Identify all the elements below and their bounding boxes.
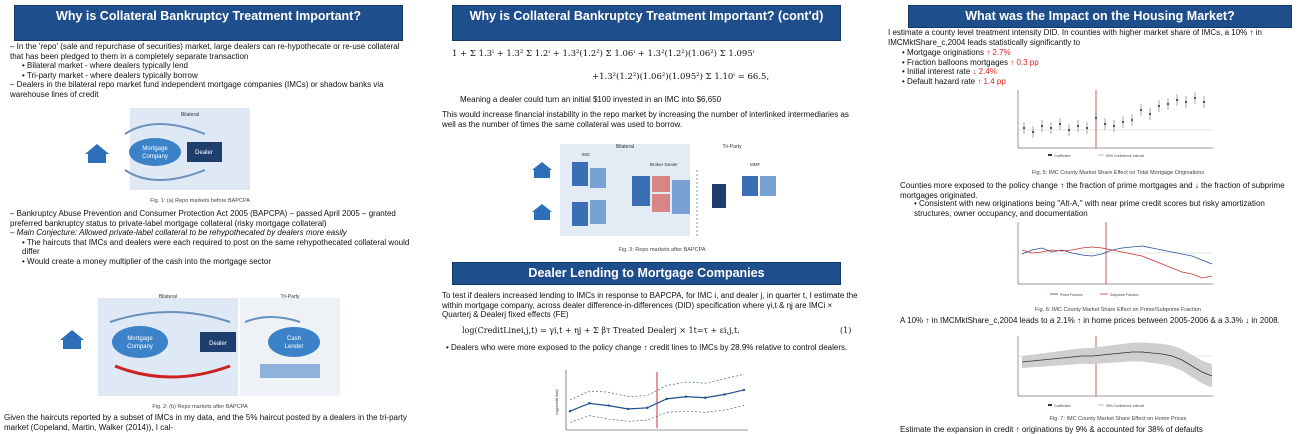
data-point bbox=[743, 389, 745, 391]
prime-fraction-line bbox=[1022, 246, 1212, 264]
house-icon bbox=[60, 330, 84, 340]
house-icon bbox=[85, 144, 109, 154]
data-point bbox=[1077, 125, 1079, 127]
instability-text: This would increase financial instability in the repo market by increasing the number of interlinked intermediaries as well as the number of times the same collateral was used to borrow. bbox=[442, 110, 849, 129]
effect-item: • Fraction balloons mortgages ↑ 0.3 pp bbox=[902, 58, 1300, 68]
figure-7-caption: Fig. 7: IMC County Market Share Effect on Home Prices bbox=[1049, 416, 1187, 422]
bottom-paragraph: Given the haircuts reported by a subset of IMCs in my data, and the 5% haircut posted by a dealers in the tri-party market (Copeland, Martin, Walker (2014)), I cal- bbox=[4, 413, 407, 432]
data-point bbox=[1176, 99, 1178, 101]
data-point bbox=[1185, 101, 1187, 103]
y-axis-label: log(credit line) bbox=[554, 389, 559, 415]
data-point bbox=[1203, 101, 1205, 103]
clearing-bank-box bbox=[260, 364, 320, 378]
multiplier-text: Meaning a dealer could turn an initial $100 invested in an IMC into $6,650 bbox=[460, 95, 722, 104]
intro-bullets bbox=[4, 42, 414, 100]
data-point bbox=[588, 402, 590, 404]
data-point bbox=[1140, 109, 1142, 111]
svg-text:Lender: Lender bbox=[284, 344, 304, 350]
svg-text:Tri-Party: Tri-Party bbox=[280, 294, 300, 300]
section-title-collateral-contd: Why is Collateral Bankruptcy Treatment Important? (cont'd) bbox=[452, 5, 841, 41]
bullet-dealers: – Dealers in the bilateral repo market fund independent mortgage companies (IMCs) or shadow banks via warehouse lines of credit bbox=[10, 80, 414, 99]
data-point bbox=[1059, 123, 1061, 125]
effect-item: • Mortgage originations ↑ 2.7% bbox=[902, 48, 1300, 58]
svg-text:Prime Fraction: Prime Fraction bbox=[1060, 293, 1083, 297]
effect-item: • Default hazard rate ↑ 1.4 pp bbox=[902, 77, 1300, 87]
data-point bbox=[646, 407, 648, 409]
svg-text:Subprime Fraction: Subprime Fraction bbox=[1110, 293, 1139, 297]
chart-series-group bbox=[569, 372, 745, 428]
svg-text:MMF: MMF bbox=[750, 162, 761, 167]
svg-text:Coefficient: Coefficient bbox=[1054, 404, 1071, 408]
data-point bbox=[569, 410, 571, 412]
figure-2-caption: Fig. 2: (b) Repo markets after BAPCPA bbox=[152, 404, 248, 410]
repo-diagram-before bbox=[85, 104, 305, 194]
data-point bbox=[1050, 127, 1052, 129]
svg-text:Mortgage: Mortgage bbox=[127, 336, 153, 342]
data-point bbox=[1041, 125, 1043, 127]
svg-text:Bilateral: Bilateral bbox=[615, 144, 635, 150]
credit-lines-bullet: • Dealers who were more exposed to the policy change ↑ credit lines to IMCs by 28.9% relative to control dealers. bbox=[442, 343, 860, 353]
effects-list bbox=[888, 48, 1300, 86]
svg-text:Company: Company bbox=[142, 154, 168, 160]
data-point bbox=[607, 404, 609, 406]
mortgage-company-node bbox=[112, 326, 168, 358]
data-point bbox=[1095, 117, 1097, 119]
section-title-collateral: Why is Collateral Bankruptcy Treatment Important? bbox=[14, 5, 403, 41]
bullet-bapcpa: – Bankruptcy Abuse Prevention and Consumer Protection Act 2005 (BAPCPA) – passed April 2005 – granted preferred bankruptcy status to private-label mortgage collateral (risky mortgage collateral) bbox=[10, 209, 414, 228]
data-point bbox=[1122, 121, 1124, 123]
originations-chart bbox=[1008, 88, 1218, 162]
equation-line-1: 1 + Σ 1.3ⁱ + 1.3² Σ 1.2ⁱ + 1.3²(1.2²) Σ 1.06ⁱ + 1.3²(1.2²)(1.06²) Σ 1.095ⁱ bbox=[452, 49, 755, 59]
did-intro-text: To test if dealers increased lending to IMCs in response to BAPCPA, for IMC i, and dealer j, in quarter t, I estimate the within mortgage company, across dealer difference-in-differences (DID) specification where γi,t & ηj are IMCi × Quarterj & Dealerj fixed effects (FE) bbox=[442, 291, 858, 320]
svg-text:Cash: Cash bbox=[286, 336, 302, 342]
figure-6-caption: Fig. 6: IMC County Market Share Effect on Prime/Subprime Fraction bbox=[1035, 307, 1201, 313]
column-3 bbox=[888, 0, 1303, 434]
data-point bbox=[723, 393, 725, 395]
data-point bbox=[704, 397, 706, 399]
sub-bullet: • Bilateral market - where dealers typically lend bbox=[22, 61, 414, 71]
svg-text:Tri-Party: Tri-Party bbox=[722, 144, 742, 150]
sub-bullet: • Tri-party market - where dealers typically borrow bbox=[22, 71, 414, 81]
bullet-repo: – In the 'repo' (sale and repurchase of securities) market, large dealers can re-hypothecate or re-use collateral that has been pledged to them in a completely separate transaction • Bilateral market - where dealers typically lend • Tri-party market - where dealers typically borrow bbox=[10, 42, 414, 80]
svg-text:Dealer: Dealer bbox=[209, 341, 227, 347]
data-point bbox=[1113, 125, 1115, 127]
cash-lender-node bbox=[268, 327, 320, 357]
section-title-housing: What was the Impact on the Housing Market? bbox=[908, 5, 1292, 28]
svg-text:IMC: IMC bbox=[582, 152, 591, 157]
data-point bbox=[1131, 119, 1133, 121]
county-did-intro: I estimate a county level treatment intensity DID. In counties with higher market share of IMCs, a 10% ↑ in IMCMktShare_c,2004 leads statistically significantly to bbox=[888, 28, 1262, 47]
column-1 bbox=[0, 0, 420, 434]
data-point bbox=[1167, 103, 1169, 105]
section-title-dealer-lending: Dealer Lending to Mortgage Companies bbox=[452, 262, 841, 285]
house-icon bbox=[532, 204, 552, 212]
bilateral-label: Bilateral bbox=[180, 112, 200, 118]
data-point bbox=[1194, 97, 1196, 99]
dealer-label: Dealer bbox=[195, 150, 213, 156]
bullet-conjecture: – Main Conjecture: Allowed private-label collateral to be rehypothecated by dealers more easily • The haircuts that IMCs and dealers were each required to post on the same rehypothecated collateral would differ • Would create a money multiplier of the cash into the mortgage sector bbox=[10, 228, 414, 266]
svg-text:Company: Company bbox=[127, 344, 153, 350]
bapcpa-bullets bbox=[4, 209, 414, 267]
svg-text:95% Confidence Interval: 95% Confidence Interval bbox=[1106, 154, 1145, 158]
repo-diagram-chain bbox=[532, 140, 792, 240]
mortgage-company-node bbox=[129, 138, 181, 166]
equation-number: (1) bbox=[840, 326, 852, 335]
home-prices-text: A 10% ↑ in IMCMktShare_c,2004 leads to a 2.1% ↑ in home prices between 2005-2006 & a 3.3% ↓ in 2008. bbox=[900, 316, 1280, 325]
column-2 bbox=[442, 0, 862, 434]
data-point bbox=[1032, 131, 1034, 133]
confidence-band bbox=[1022, 342, 1212, 387]
effect-item: • Initial interest rate ↓ 2.4% bbox=[902, 67, 1300, 77]
svg-text:Coefficient: Coefficient bbox=[1054, 154, 1071, 158]
house-icon bbox=[532, 162, 552, 170]
figure-1-caption: Fig. 1: (a) Repo markets before BAPCPA bbox=[150, 198, 250, 204]
alt-a-bullet: • Consistent with new originations being "Alt-A," with near prime credit scores but risky amortization structures, owner occupancy, and documentation bbox=[900, 199, 1300, 218]
data-point bbox=[665, 398, 667, 400]
svg-text:Bilateral: Bilateral bbox=[158, 294, 178, 300]
svg-text:95% Confidence Interval: 95% Confidence Interval bbox=[1106, 404, 1145, 408]
prime-subprime-chart bbox=[1008, 220, 1218, 300]
data-point bbox=[1086, 127, 1088, 129]
bottom-estimate-text: Estimate the expansion in credit ↑ originations by 9% & accounted for 38% of defaults bbox=[900, 425, 1203, 434]
data-point bbox=[627, 408, 629, 410]
data-point bbox=[1149, 113, 1151, 115]
mortgage-company-label: Mortgage bbox=[142, 146, 168, 152]
data-point bbox=[1104, 123, 1106, 125]
figure-5-caption: Fig. 5: IMC County Market Share Effect on Total Mortgage Originations bbox=[1031, 170, 1205, 176]
svg-text:Broker Dealer: Broker Dealer bbox=[650, 162, 678, 167]
figure-3-caption: Fig. 3: Repo markets after BAPCPA bbox=[618, 247, 706, 253]
data-point bbox=[1068, 129, 1070, 131]
home-prices-chart bbox=[1008, 334, 1218, 412]
did-equation: log(CreditLinei,j,t) = γi,t + ηj + Σ βτ Treated Dealerj × 1t=τ + εi,j,t. bbox=[462, 326, 740, 335]
data-point bbox=[1158, 105, 1160, 107]
data-point bbox=[1023, 127, 1025, 129]
equation-line-2: +1.3²(1.2²)(1.06²)(1.095²) Σ 1.10ⁱ = 66.5, bbox=[592, 72, 770, 82]
prime-subprime-text: Counties more exposed to the policy change ↑ the fraction of prime mortgages and ↓ the fraction of subprime mortgages originated. bbox=[900, 181, 1285, 200]
sub-bullet: • Would create a money multiplier of the cash into the mortgage sector bbox=[22, 257, 414, 267]
data-point bbox=[685, 395, 687, 397]
credit-line-chart bbox=[552, 368, 752, 434]
repo-diagram-after bbox=[60, 292, 360, 400]
sub-bullet: • The haircuts that IMCs and dealers were each required to post on the same rehypothecated collateral would differ bbox=[22, 238, 414, 257]
